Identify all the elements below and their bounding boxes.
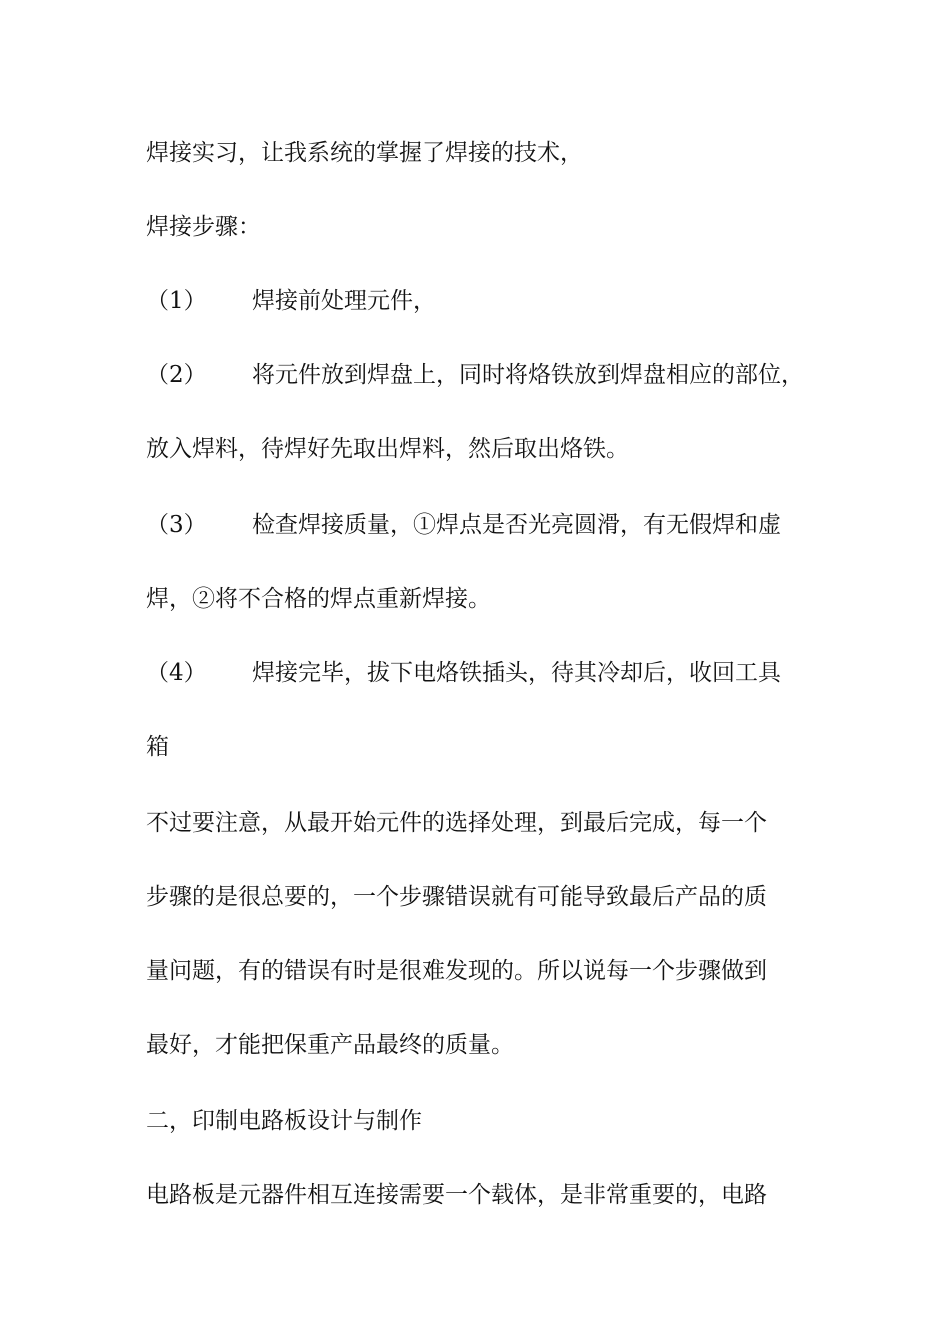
step-number: （1） — [146, 288, 207, 314]
section-heading: 二，印制电路板设计与制作 — [146, 1108, 422, 1134]
step-text: 将元件放到焊盘上，同时将烙铁放到焊盘相应的部位， — [252, 362, 804, 388]
step-item — [0, 286, 950, 316]
paragraph-line: 放入焊料，待焊好先取出焊料，然后取出烙铁。 — [146, 436, 629, 462]
step-text: 检查焊接质量，①焊点是否光亮圆滑，有无假焊和虚 — [252, 512, 781, 538]
paragraph-line: 量问题，有的错误有时是很难发现的。所以说每一个步骤做到 — [146, 958, 767, 984]
step-number: （3） — [146, 512, 207, 538]
paragraph-line: 焊，②将不合格的焊点重新焊接。 — [146, 586, 491, 612]
step-item — [0, 360, 950, 390]
paragraph-line: 步骤的是很总要的，一个步骤错误就有可能导致最后产品的质 — [146, 884, 767, 910]
step-text: 焊接前处理元件， — [252, 288, 436, 314]
step-text: 焊接完毕，拔下电烙铁插头，待其冷却后，收回工具 — [252, 660, 781, 686]
step-number: （4） — [146, 660, 207, 686]
paragraph-line: 焊接步骤： — [146, 214, 261, 240]
paragraph-line: 电路板是元器件相互连接需要一个载体，是非常重要的，电路 — [146, 1182, 767, 1208]
paragraph-line: 不过要注意，从最开始元件的选择处理，到最后完成，每一个 — [146, 810, 767, 836]
step-item — [0, 510, 950, 540]
step-number: （2） — [146, 362, 207, 388]
step-item — [0, 658, 950, 688]
paragraph-line: 箱 — [146, 734, 169, 760]
paragraph-line: 焊接实习，让我系统的掌握了焊接的技术， — [146, 140, 583, 166]
paragraph-line: 最好，才能把保重产品最终的质量。 — [146, 1032, 514, 1058]
